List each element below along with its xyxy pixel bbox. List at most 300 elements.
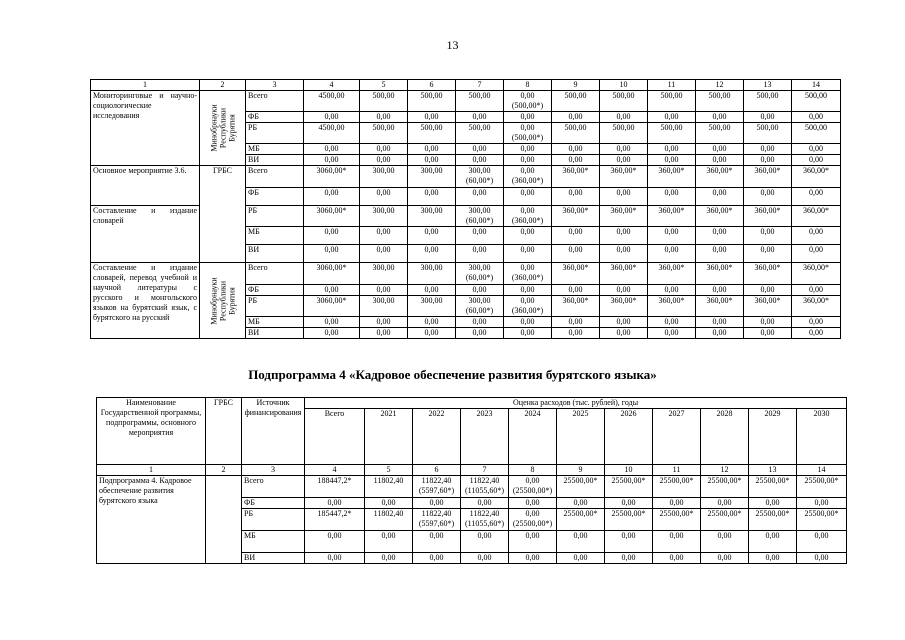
table-cell: 0,00 (360,00*) — [504, 263, 552, 285]
table-cell: 0,00 — [744, 227, 792, 245]
table-cell: 0,00 — [605, 553, 653, 564]
table-cell: 0,00 — [456, 317, 504, 328]
table-cell: 0,00 — [696, 155, 744, 166]
table-cell: 0,00 — [408, 144, 456, 155]
table-cell: 360,00* — [696, 296, 744, 317]
table-cell: 0,00 — [696, 245, 744, 263]
table-cell: 0,00 — [600, 328, 648, 339]
funding-source: РБ — [246, 296, 304, 317]
table-cell: 25500,00* — [749, 509, 797, 531]
table-cell: 500,00 — [648, 91, 696, 112]
column-number: 10 — [600, 80, 648, 91]
table-row — [91, 263, 841, 285]
table-cell: 0,00 — [749, 498, 797, 509]
table-cell: 25500,00* — [797, 476, 847, 498]
table-cell: 0,00 — [456, 285, 504, 296]
table-cell: 185447,2* — [305, 509, 365, 531]
table-cell: 360,00* — [744, 166, 792, 188]
table-cell: 0,00 — [304, 328, 360, 339]
table-cell: 360,00* — [792, 206, 841, 227]
table-cell: 0,00 — [456, 188, 504, 206]
table-cell: 3060,00* — [304, 296, 360, 317]
table-cell: 11802,40 — [365, 476, 413, 498]
table-cell: 500,00 — [600, 91, 648, 112]
table-cell: 0,00 — [509, 498, 557, 509]
table-cell: 0,00 — [304, 285, 360, 296]
table-cell: 0,00 — [456, 328, 504, 339]
table-cell: 11822,40 (5597,60*) — [413, 476, 461, 498]
subprogram-4-table — [96, 397, 847, 564]
table-cell: 0,00 — [504, 112, 552, 123]
table-cell: 500,00 — [792, 123, 841, 144]
table-cell: 500,00 — [744, 123, 792, 144]
col-name-header: Наименование Государственной программы, подпрограммы, основного мероприятия — [97, 398, 206, 465]
table-cell: 0,00 — [360, 285, 408, 296]
table-cell: 0,00 — [600, 245, 648, 263]
table-cell: 0,00 — [304, 188, 360, 206]
table-cell: 500,00 — [552, 91, 600, 112]
table-cell: 500,00 — [600, 123, 648, 144]
table-cell: 0,00 — [360, 227, 408, 245]
table-cell: 0,00 — [744, 144, 792, 155]
table-cell: 0,00 — [653, 498, 701, 509]
table-cell: 0,00 — [360, 328, 408, 339]
funding-source: МБ — [246, 227, 304, 245]
table-cell: 360,00* — [600, 263, 648, 285]
table-cell: 0,00 — [365, 498, 413, 509]
year-header: 2030 — [797, 409, 847, 465]
table-cell: 360,00* — [648, 206, 696, 227]
year-header: 2028 — [701, 409, 749, 465]
column-number: 8 — [504, 80, 552, 91]
column-number: 14 — [792, 80, 841, 91]
table-cell: 360,00* — [744, 263, 792, 285]
table-cell: 25500,00* — [605, 476, 653, 498]
table-cell: 0,00 — [360, 188, 408, 206]
column-number: 12 — [701, 465, 749, 476]
table-cell: 0,00 (25500,00*) — [509, 476, 557, 498]
table-cell: 500,00 — [552, 123, 600, 144]
table-cell: 0,00 — [456, 245, 504, 263]
activity-name: Мониторинговые и научно-социологические исследования — [91, 91, 200, 166]
table-cell: 300,00 — [408, 296, 456, 317]
table-cell: 0,00 — [696, 317, 744, 328]
table-cell: 360,00* — [600, 296, 648, 317]
table-cell: 25500,00* — [701, 509, 749, 531]
table-cell: 0,00 (500,00*) — [504, 91, 552, 112]
funding-source: РБ — [246, 123, 304, 144]
table-cell: 360,00* — [744, 206, 792, 227]
table-cell: 0,00 — [744, 317, 792, 328]
table-cell: 0,00 — [557, 531, 605, 553]
grbs-cell — [206, 476, 242, 564]
table-cell: 0,00 — [408, 328, 456, 339]
table-cell: 25500,00* — [653, 476, 701, 498]
table-cell: 0,00 — [304, 227, 360, 245]
table-cell: 0,00 — [797, 531, 847, 553]
subprogram-heading: Подпрограмма 4 «Кадровое обеспечение развития бурятского языка» — [248, 367, 657, 382]
header-row — [97, 398, 847, 409]
table-cell: 360,00* — [648, 296, 696, 317]
table-cell: 0,00 — [413, 498, 461, 509]
table-cell: 500,00 — [696, 123, 744, 144]
table-cell: 0,00 — [504, 155, 552, 166]
table-cell: 0,00 — [504, 317, 552, 328]
column-number: 9 — [557, 465, 605, 476]
column-number: 2 — [206, 465, 242, 476]
table-cell: 0,00 — [504, 328, 552, 339]
column-number-row — [97, 465, 847, 476]
column-number: 8 — [509, 465, 557, 476]
table-cell: 500,00 — [408, 91, 456, 112]
table-cell: 300,00 — [360, 296, 408, 317]
table-cell: 0,00 — [408, 245, 456, 263]
table-cell: 0,00 — [600, 155, 648, 166]
grbs-vertical-label: Минобрнауки Республики Бурятия — [209, 104, 236, 152]
table-cell: 0,00 — [365, 553, 413, 564]
table-cell: 25500,00* — [749, 476, 797, 498]
table-cell: 360,00* — [552, 296, 600, 317]
column-number: 6 — [408, 80, 456, 91]
table-cell: 360,00* — [744, 296, 792, 317]
table-cell: 0,00 — [557, 498, 605, 509]
table-cell: 0,00 — [360, 317, 408, 328]
page-number: 13 — [446, 38, 459, 52]
table-cell: 0,00 — [648, 285, 696, 296]
year-header: 2025 — [557, 409, 605, 465]
table-cell: 0,00 (360,00*) — [504, 166, 552, 188]
table-cell: 360,00* — [600, 166, 648, 188]
table-cell: 300,00 — [360, 166, 408, 188]
table-cell: 0,00 — [305, 553, 365, 564]
table-cell: 0,00 — [792, 328, 841, 339]
table-cell: 0,00 — [648, 245, 696, 263]
column-number: 13 — [749, 465, 797, 476]
table-cell: 0,00 — [552, 188, 600, 206]
table-cell: 0,00 — [744, 328, 792, 339]
table-cell: 500,00 — [408, 123, 456, 144]
col-source-header: Источник финансирования — [242, 398, 305, 465]
column-number: 3 — [242, 465, 305, 476]
funding-source: ФБ — [246, 112, 304, 123]
table-cell: 0,00 — [701, 498, 749, 509]
grbs-cell — [200, 91, 246, 166]
year-header: 2024 — [509, 409, 557, 465]
table-cell: 3060,00* — [304, 166, 360, 188]
table-cell: 0,00 — [600, 188, 648, 206]
table-cell: 0,00 — [408, 317, 456, 328]
table-cell: 0,00 — [461, 553, 509, 564]
table-cell: 0,00 — [696, 328, 744, 339]
column-number: 4 — [305, 465, 365, 476]
table-cell: 0,00 — [744, 112, 792, 123]
table-row — [91, 166, 841, 188]
funding-source: ФБ — [246, 188, 304, 206]
table-cell: 0,00 — [413, 531, 461, 553]
table-cell: 11822,40 (11055,60*) — [461, 509, 509, 531]
table-cell: 25500,00* — [605, 509, 653, 531]
table-cell: 0,00 — [792, 155, 841, 166]
table-cell: 0,00 — [552, 227, 600, 245]
table-cell: 300,00 — [360, 206, 408, 227]
column-number: 6 — [413, 465, 461, 476]
table-cell: 0,00 — [792, 112, 841, 123]
table-cell: 0,00 — [552, 285, 600, 296]
table-cell: 0,00 — [552, 317, 600, 328]
column-number: 7 — [456, 80, 504, 91]
table-cell: 0,00 — [797, 498, 847, 509]
table-cell: 25500,00* — [557, 476, 605, 498]
column-number: 1 — [91, 80, 200, 91]
table-row — [97, 476, 847, 498]
column-number-row — [91, 80, 841, 91]
table-cell: 0,00 — [365, 531, 413, 553]
activity-name: Составление и издание словарей — [91, 206, 200, 263]
table-cell: 0,00 — [701, 531, 749, 553]
table-cell: 0,00 (500,00*) — [504, 123, 552, 144]
column-number: 3 — [246, 80, 304, 91]
table-cell: 0,00 — [600, 144, 648, 155]
table-cell: 300,00 — [408, 166, 456, 188]
column-number: 5 — [365, 465, 413, 476]
table-cell: 0,00 (25500,00*) — [509, 509, 557, 531]
table-cell: 0,00 — [696, 188, 744, 206]
table-cell: 360,00* — [552, 263, 600, 285]
table-cell: 0,00 — [600, 227, 648, 245]
year-header: 2026 — [605, 409, 653, 465]
table-cell: 3060,00* — [304, 263, 360, 285]
table-cell: 25500,00* — [653, 509, 701, 531]
table-cell: 0,00 — [605, 531, 653, 553]
column-number: 10 — [605, 465, 653, 476]
table-cell: 360,00* — [792, 166, 841, 188]
table-cell: 4500,00 — [304, 123, 360, 144]
funding-source: ФБ — [242, 498, 305, 509]
table-cell: 0,00 — [456, 112, 504, 123]
table-cell: 0,00 — [360, 155, 408, 166]
table-cell: 300,00 — [408, 206, 456, 227]
table-cell: 0,00 — [305, 498, 365, 509]
program-name: Подпрограмма 4. Кадровое обеспечение развития бурятского языка — [97, 476, 206, 564]
table-cell: 360,00* — [600, 206, 648, 227]
activity-name: Составление и издание словарей, перевод учебной и научной литературы с русского и монгольского языков на бурятский язык, с бурятского на русский — [91, 263, 200, 339]
table-cell: 0,00 — [413, 553, 461, 564]
year-header: 2021 — [365, 409, 413, 465]
table-cell: 0,00 — [408, 188, 456, 206]
table-cell: 188447,2* — [305, 476, 365, 498]
grbs-vertical-label: Минобрнауки Республики Бурятия — [209, 276, 236, 325]
col-grbs-header: ГРБС — [206, 398, 242, 465]
table-cell: 0,00 — [648, 317, 696, 328]
table-cell: 360,00* — [552, 166, 600, 188]
table-cell: 0,00 — [552, 328, 600, 339]
table-cell: 0,00 — [600, 285, 648, 296]
year-header: 2029 — [749, 409, 797, 465]
table-cell: 11802,40 — [365, 509, 413, 531]
year-header: 2027 — [653, 409, 701, 465]
table-cell: 0,00 — [797, 553, 847, 564]
table-cell: 0,00 (360,00*) — [504, 206, 552, 227]
column-number: 2 — [200, 80, 246, 91]
table-cell: 0,00 — [792, 245, 841, 263]
table-cell: 0,00 — [408, 285, 456, 296]
table-cell: 0,00 — [600, 112, 648, 123]
table-cell: 500,00 — [792, 91, 841, 112]
table-cell: 0,00 — [304, 144, 360, 155]
table-cell: 0,00 — [648, 112, 696, 123]
table-cell: 0,00 — [408, 112, 456, 123]
table-cell: 0,00 — [305, 531, 365, 553]
table-cell: 0,00 — [504, 144, 552, 155]
table-cell: 0,00 — [648, 155, 696, 166]
funding-source: Всего — [246, 91, 304, 112]
year-header: 2023 — [461, 409, 509, 465]
year-header: Всего — [305, 409, 365, 465]
table-cell: 0,00 — [792, 317, 841, 328]
column-number: 11 — [648, 80, 696, 91]
table-cell: 0,00 — [360, 245, 408, 263]
table-cell: 0,00 — [600, 317, 648, 328]
table-cell: 11822,40 (5597,60*) — [413, 509, 461, 531]
table-cell: 0,00 — [648, 144, 696, 155]
table-cell: 500,00 — [360, 123, 408, 144]
funding-source: МБ — [242, 531, 305, 553]
table-cell: 360,00* — [792, 296, 841, 317]
table-cell: 360,00* — [792, 263, 841, 285]
table-cell: 360,00* — [648, 263, 696, 285]
table-cell: 0,00 — [696, 285, 744, 296]
funding-source: РБ — [246, 206, 304, 227]
table-cell: 0,00 — [744, 188, 792, 206]
table-cell: 0,00 — [552, 155, 600, 166]
table-cell: 0,00 — [792, 144, 841, 155]
funding-source: ВИ — [246, 245, 304, 263]
column-number: 5 — [360, 80, 408, 91]
table-cell: 300,00 (60,00*) — [456, 296, 504, 317]
table-cell: 0,00 — [696, 227, 744, 245]
table-cell: 4500,00 — [304, 91, 360, 112]
table-cell: 0,00 — [456, 155, 504, 166]
column-number: 7 — [461, 465, 509, 476]
table-cell: 360,00* — [696, 166, 744, 188]
table-cell: 25500,00* — [797, 509, 847, 531]
table-cell: 0,00 — [461, 531, 509, 553]
table-cell: 25500,00* — [557, 509, 605, 531]
funding-source: Всего — [246, 166, 304, 188]
table-cell: 0,00 — [792, 188, 841, 206]
table-cell: 0,00 (360,00*) — [504, 296, 552, 317]
funding-source: МБ — [246, 317, 304, 328]
grbs-cell — [200, 263, 246, 339]
table-cell: 0,00 — [696, 112, 744, 123]
table-cell: 0,00 — [509, 553, 557, 564]
funding-source: Всего — [242, 476, 305, 498]
table-cell: 360,00* — [696, 263, 744, 285]
funding-source: ВИ — [246, 155, 304, 166]
table-cell: 360,00* — [696, 206, 744, 227]
table-cell: 0,00 — [504, 188, 552, 206]
table-cell: 300,00 — [360, 263, 408, 285]
table-cell: 0,00 — [648, 328, 696, 339]
table-cell: 3060,00* — [304, 206, 360, 227]
table-cell: 500,00 — [648, 123, 696, 144]
table-cell: 500,00 — [360, 91, 408, 112]
grbs-cell: ГРБС — [200, 166, 246, 263]
table-cell: 0,00 — [408, 227, 456, 245]
table-cell: 0,00 — [696, 144, 744, 155]
table-cell: 0,00 — [552, 112, 600, 123]
table-cell: 0,00 — [304, 112, 360, 123]
table-cell: 25500,00* — [701, 476, 749, 498]
table-cell: 0,00 — [744, 155, 792, 166]
table-cell: 0,00 — [552, 245, 600, 263]
column-number: 12 — [696, 80, 744, 91]
col-estimate-header: Оценка расходов (тыс. рублей), годы — [305, 398, 847, 409]
funding-source: РБ — [242, 509, 305, 531]
column-number: 13 — [744, 80, 792, 91]
table-cell: 0,00 — [504, 227, 552, 245]
column-number: 4 — [304, 80, 360, 91]
column-number: 14 — [797, 465, 847, 476]
year-header: 2022 — [413, 409, 461, 465]
funding-source: ВИ — [242, 553, 305, 564]
table-cell: 500,00 — [456, 123, 504, 144]
column-number: 1 — [97, 465, 206, 476]
table-cell: 0,00 — [304, 317, 360, 328]
column-number: 9 — [552, 80, 600, 91]
table-cell: 0,00 — [744, 285, 792, 296]
table-cell: 0,00 — [792, 285, 841, 296]
table-cell: 0,00 — [461, 498, 509, 509]
table-cell: 0,00 — [605, 498, 653, 509]
table-cell: 0,00 — [653, 553, 701, 564]
table-cell: 500,00 — [696, 91, 744, 112]
table-cell: 300,00 (60,00*) — [456, 206, 504, 227]
table-cell: 0,00 — [552, 144, 600, 155]
table-cell: 0,00 — [648, 188, 696, 206]
table-row — [91, 91, 841, 112]
table-cell: 0,00 — [557, 553, 605, 564]
table-cell: 0,00 — [749, 553, 797, 564]
table-cell: 500,00 — [456, 91, 504, 112]
table-cell: 0,00 — [509, 531, 557, 553]
table-cell: 0,00 — [504, 285, 552, 296]
table-cell: 0,00 — [792, 227, 841, 245]
funding-source: МБ — [246, 144, 304, 155]
table-cell: 0,00 — [653, 531, 701, 553]
funding-source: ФБ — [246, 285, 304, 296]
table-cell: 0,00 — [744, 245, 792, 263]
table-cell: 0,00 — [749, 531, 797, 553]
table-cell: 0,00 — [360, 112, 408, 123]
table-cell: 0,00 — [701, 553, 749, 564]
table-cell: 300,00 — [408, 263, 456, 285]
budget-table-continued — [90, 79, 841, 339]
table-cell: 360,00* — [552, 206, 600, 227]
table-cell: 0,00 — [408, 155, 456, 166]
table-cell: 300,00 (60,00*) — [456, 166, 504, 188]
table-cell: 500,00 — [744, 91, 792, 112]
table-cell: 0,00 — [304, 155, 360, 166]
table-cell: 0,00 — [304, 245, 360, 263]
activity-name: Основное мероприятие 3.6. — [91, 166, 200, 206]
column-number: 11 — [653, 465, 701, 476]
table-cell: 0,00 — [456, 144, 504, 155]
table-cell: 0,00 — [360, 144, 408, 155]
table-cell: 360,00* — [648, 166, 696, 188]
table-cell: 300,00 (60,00*) — [456, 263, 504, 285]
table-cell: 0,00 — [504, 245, 552, 263]
